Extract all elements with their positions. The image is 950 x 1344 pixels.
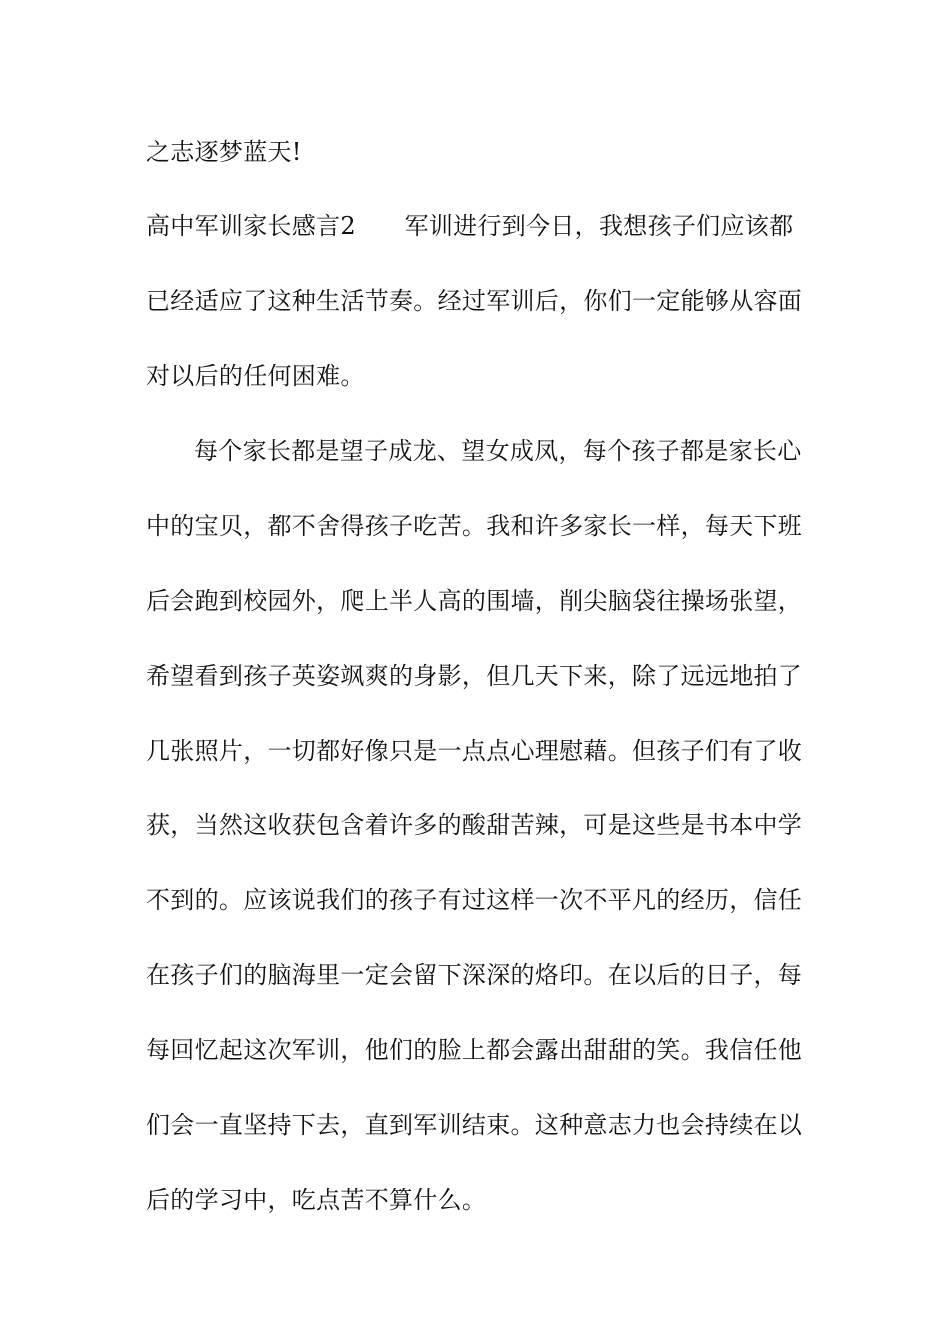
paragraph-first-line: 每个家长都是望子成龙、望女成凤，每个孩子都是家长心 <box>194 437 802 465</box>
text-line: 在孩子们的脑海里一定会留下深深的烙印。在以后的日子，每 <box>146 961 803 989</box>
text-line: 每回忆起这次军训，他们的脸上都会露出甜甜的笑。我信任他 <box>146 1036 803 1064</box>
text-line: 对以后的任何困难。 <box>146 362 365 390</box>
text-line: 后会跑到校园外，爬上半人高的围墙，削尖脑袋往操场张望， <box>146 587 803 615</box>
text-line: 几张照片，一切都好像只是一点点心理慰藉。但孩子们有了收 <box>146 737 803 765</box>
text-line: 们会一直坚持下去，直到军训结束。这种意志力也会持续在以 <box>146 1111 803 1139</box>
text-line: 之志逐梦蓝天! <box>146 138 302 166</box>
text-line: 不到的。应该说我们的孩子有过这样一次不平凡的经历，信任 <box>146 886 803 914</box>
text-line: 获，当然这收获包含着许多的酸甜苦辣，可是这些是书本中学 <box>146 811 803 839</box>
text-line: 中的宝贝，都不舍得孩子吃苦。我和许多家长一样，每天下班 <box>146 512 803 540</box>
text-line: 后的学习中，吃点苦不算什么。 <box>146 1186 487 1214</box>
text-line: 已经适应了这种生活节奏。经过军训后，你们一定能够从容面 <box>146 287 803 315</box>
text-line: 希望看到孩子英姿飒爽的身影，但几天下来，除了远远地拍了 <box>146 662 803 690</box>
text-line: 高中军训家长感言2 军训进行到今日，我想孩子们应该都 <box>146 212 794 240</box>
